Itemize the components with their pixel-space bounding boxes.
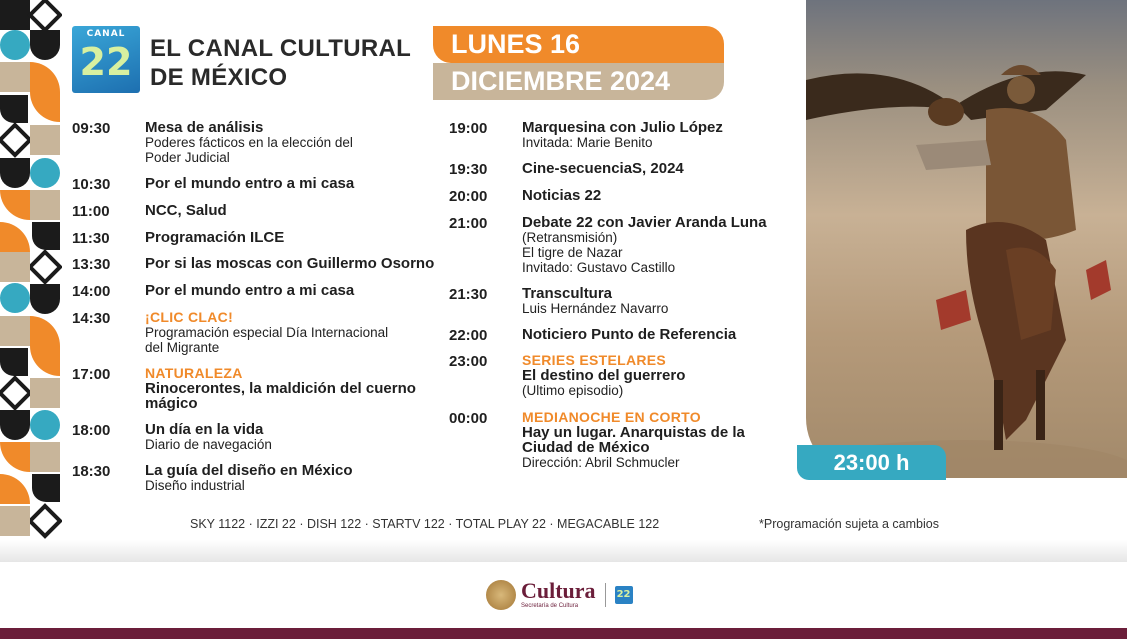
- canal-22-logo: [72, 26, 140, 93]
- schedule-item: [72, 120, 452, 165]
- schedule-program: [522, 353, 807, 398]
- schedule-time: 18:30: [72, 463, 111, 480]
- date-month-year: DICIEMBRE 2024: [433, 63, 724, 100]
- schedule-program: [522, 215, 807, 275]
- logo-number: 22: [79, 40, 133, 84]
- schedule-item: [72, 203, 452, 223]
- program-subtitle: (Retransmisión): [522, 230, 618, 245]
- schedule-time: 19:30: [449, 161, 488, 178]
- schedule-program: [145, 366, 445, 411]
- program-subtitle: del Migrante: [145, 340, 220, 355]
- decorative-pattern-strip: [0, 0, 62, 540]
- program-title: Noticiero Punto de Referencia: [522, 326, 737, 343]
- program-title: Hay un lugar. Anarquistas de la: [522, 424, 745, 441]
- program-title: NCC, Salud: [145, 202, 227, 219]
- program-title: La guía del diseño en México: [145, 462, 353, 479]
- program-title: Cine-secuenciaS, 2024: [522, 160, 684, 177]
- cultura-subtitle: Secretaría de Cultura: [521, 603, 579, 609]
- featured-time-badge: 23:00 h: [797, 445, 946, 480]
- program-subtitle: Invitada: Marie Benito: [522, 135, 653, 150]
- canal-22-mini-logo: 22: [615, 586, 633, 604]
- schedule-item: [449, 286, 799, 318]
- schedule-program: [145, 256, 445, 271]
- schedule-program: [145, 230, 445, 245]
- schedule-item: [449, 410, 799, 472]
- program-subtitle: Luis Hernández Navarro: [522, 301, 669, 316]
- geometric-pattern-graphic: [0, 0, 62, 540]
- schedule-program: [522, 188, 807, 203]
- schedule-program: [522, 410, 807, 470]
- date-day: LUNES 16: [433, 26, 724, 63]
- program-subtitle: Poder Judicial: [145, 150, 230, 165]
- program-title: Un día en la vida: [145, 421, 264, 438]
- cultura-name: Cultura: [521, 578, 596, 603]
- cultura-wordmark: [521, 580, 596, 610]
- program-title: Debate 22 con Javier Aranda Luna: [522, 214, 767, 231]
- bottom-accent-bar: [0, 628, 1127, 639]
- schedule-item: [72, 256, 452, 276]
- program-title: Noticias 22: [522, 187, 602, 204]
- program-title: Por el mundo entro a mi casa: [145, 175, 355, 192]
- featured-program-photo: [806, 0, 1127, 478]
- schedule-item: [72, 230, 452, 250]
- schedule-program: [145, 120, 445, 165]
- schedule-item: [72, 422, 452, 454]
- schedule-item: [72, 366, 452, 411]
- logo-separator: [605, 583, 606, 607]
- schedule-item: [449, 327, 799, 347]
- program-category: MEDIANOCHE EN CORTO: [522, 409, 701, 425]
- schedule-time: 13:30: [72, 256, 111, 273]
- schedule-time: 22:00: [449, 327, 488, 344]
- footer-gradient: [0, 540, 1127, 562]
- schedule-program: [522, 161, 807, 176]
- schedule-item: [449, 161, 799, 181]
- schedule-item: [449, 188, 799, 208]
- schedule-time: 14:00: [72, 283, 111, 300]
- schedule-program: [522, 286, 807, 316]
- date-header: [433, 26, 724, 100]
- schedule-item: [72, 283, 452, 303]
- schedule-time: 11:30: [72, 230, 110, 247]
- schedule-program: [145, 463, 445, 493]
- schedule-time: 20:00: [449, 188, 488, 205]
- program-title: Por el mundo entro a mi casa: [145, 282, 355, 299]
- schedule-time: 23:00: [449, 353, 488, 370]
- eagle-hunter-illustration: [806, 0, 1127, 478]
- schedule-program: [145, 283, 445, 298]
- schedule-program: [522, 327, 807, 342]
- schedule-time: 17:00: [72, 366, 111, 383]
- program-title: Marquesina con Julio López: [522, 119, 723, 136]
- brand-line-1: EL CANAL CULTURAL: [150, 35, 412, 62]
- schedule-program: [145, 176, 445, 191]
- schedule-time: 09:30: [72, 120, 111, 137]
- schedule-program: [145, 422, 445, 452]
- schedule-time: 11:00: [72, 203, 110, 220]
- program-title: Por si las moscas con Guillermo Osorno: [145, 255, 435, 272]
- brand-line-2: DE MÉXICO: [150, 64, 288, 91]
- cultura-logo: [486, 579, 633, 611]
- program-subtitle: Invitado: Gustavo Castillo: [522, 260, 676, 275]
- schedule-disclaimer: *Programación sujeta a cambios: [759, 517, 939, 531]
- logo-top-text: CANAL: [86, 29, 126, 39]
- schedule-time: 19:00: [449, 120, 488, 137]
- program-subtitle: (Ultimo episodio): [522, 383, 624, 398]
- program-title: Programación ILCE: [145, 229, 285, 246]
- schedule-item: [72, 176, 452, 196]
- schedule-time: 18:00: [72, 422, 111, 439]
- program-subtitle: Diseño industrial: [145, 478, 245, 493]
- schedule-item: [449, 120, 799, 152]
- program-title: Rinocerontes, la maldición del cuerno: [145, 380, 416, 397]
- program-title-cont: mágico: [145, 395, 198, 412]
- schedule-time: 21:30: [449, 286, 488, 303]
- cultura-seal-icon: [486, 580, 516, 610]
- program-title: Transcultura: [522, 285, 613, 302]
- schedule-time: 00:00: [449, 410, 488, 427]
- brand-title: [150, 34, 411, 92]
- program-title-cont: Ciudad de México: [522, 439, 650, 456]
- schedule-item: [449, 215, 799, 277]
- program-subtitle: Dirección: Abril Schmucler: [522, 455, 680, 470]
- program-title: El destino del guerrero: [522, 367, 686, 384]
- schedule-program: [145, 203, 445, 218]
- channel-list: SKY 1122 · IZZI 22 · DISH 122 · STARTV 122 · TOTAL PLAY 22 · MEGACABLE 122: [190, 517, 660, 531]
- program-category: NATURALEZA: [145, 365, 243, 381]
- schedule-item: [72, 310, 452, 355]
- schedule-time: 10:30: [72, 176, 111, 193]
- schedule-program: [522, 120, 807, 150]
- schedule-item: [449, 353, 799, 401]
- program-title: Mesa de análisis: [145, 119, 264, 136]
- program-subtitle: El tigre de Nazar: [522, 245, 623, 260]
- schedule-item: [72, 463, 452, 495]
- program-category: ¡CLIC CLAC!: [145, 309, 234, 325]
- program-subtitle: Poderes fácticos en la elección del: [145, 135, 353, 150]
- program-subtitle: Programación especial Día Internacional: [145, 325, 389, 340]
- program-subtitle: Diario de navegación: [145, 437, 272, 452]
- schedule-program: [145, 310, 445, 355]
- schedule-time: 14:30: [72, 310, 111, 327]
- schedule-time: 21:00: [449, 215, 488, 232]
- program-category: SERIES ESTELARES: [522, 352, 667, 368]
